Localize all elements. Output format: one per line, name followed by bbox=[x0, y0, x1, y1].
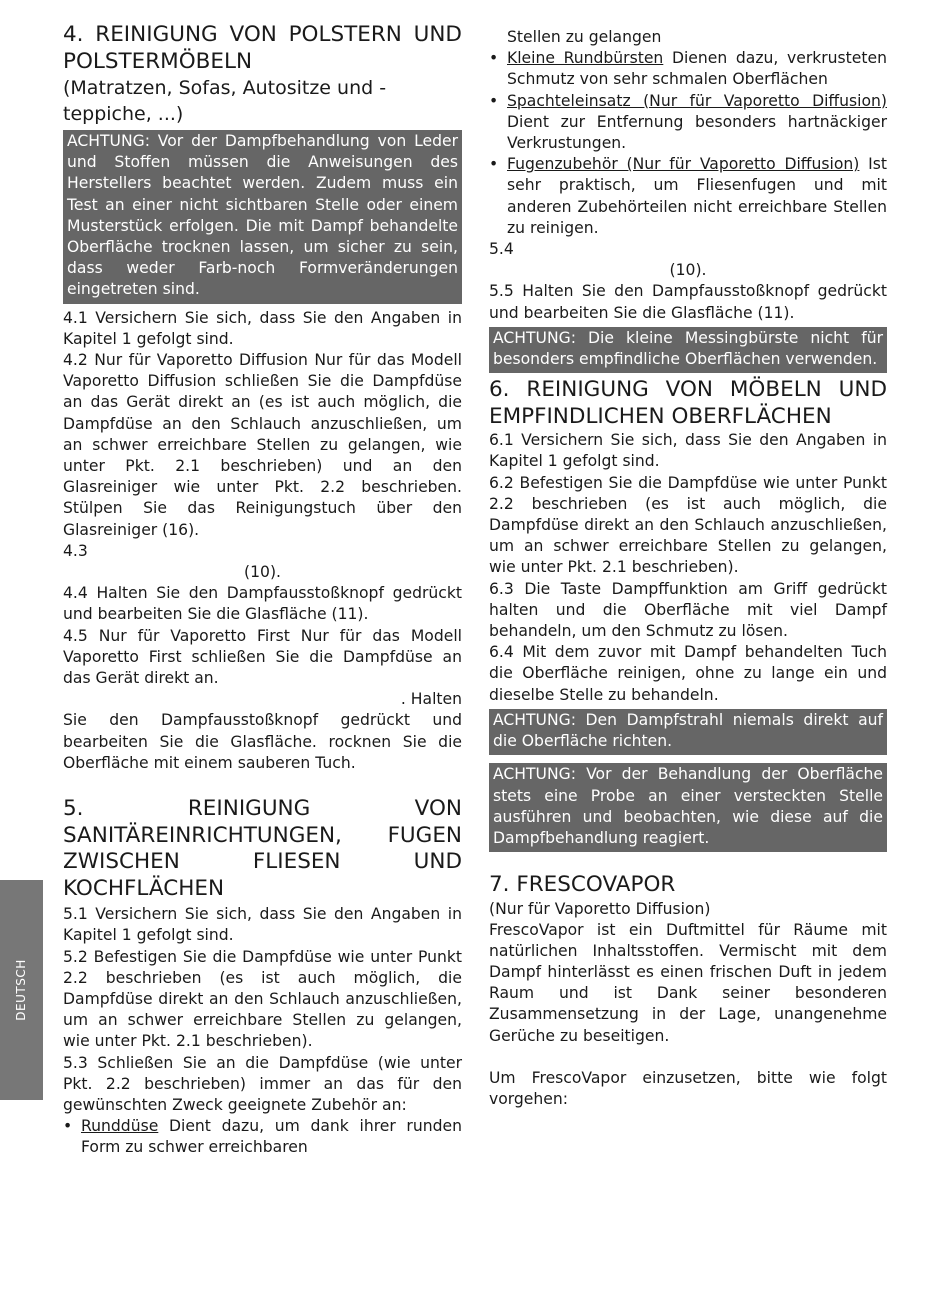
language-label: DEUTSCH bbox=[14, 959, 28, 1021]
accessory-list-continued bbox=[489, 27, 887, 239]
bullet-icon: • bbox=[63, 1117, 73, 1136]
paragraph-4-3-continuation: (10). bbox=[244, 563, 281, 582]
paragraph-4-5-rest: Sie den Dampfausstoßknopf gedrückt und bearbeiten Sie die Glasfläche. rocknen Sie die Oberfläche mit einem sauberen Tuch. bbox=[63, 711, 462, 772]
section-7-title: 7. FRESCOVAPOR bbox=[489, 872, 676, 898]
accessory-description: Dient zur Entfernung besonders hartnäckiger Verkrustungen. bbox=[507, 112, 887, 153]
paragraph-4-2-text: Nur für das Modell Vaporetto Diffusion schließen Sie die Dampfdüse an das Gerät direkt an (es ist auch möglich, die Dampfdüse an den Schlauch anzuschließen, um an schwer erreichbare Stellen zu gelangen, wie unter Pkt. 2.1 beschrieben) und an den Glasreiniger wie unter Pkt. 2.2 beschrieben. Stülpen Sie das Reinigungstuch über den Glasreiniger (16). bbox=[63, 351, 462, 539]
accessory-item-runddüse bbox=[63, 1116, 462, 1158]
accessory-term: Runddüse bbox=[81, 1117, 159, 1136]
accessory-list bbox=[63, 1116, 462, 1158]
paragraph-6-4: 6.4 Mit dem zuvor mit Dampf behandelten Tuch die Oberfläche reinigen, ohne zu lange ein und dieselbe Stelle zu behandeln. bbox=[489, 643, 887, 704]
bullet-icon: • bbox=[489, 155, 499, 174]
paragraph-4-5-emphasis: Nur für Vaporetto First bbox=[98, 626, 290, 645]
paragraph-5-4-number: 5.4 bbox=[489, 240, 514, 259]
paragraph-4-2-number: 4.2 bbox=[63, 351, 88, 370]
paragraph-5-2: 5.2 Befestigen Sie die Dampfdüse wie unter Punkt 2.2 beschrieben (es ist auch möglich, die Dampfdüse direkt an den Schlauch anzuschließen, um an schwer erreichbare Stellen zu gelangen, wie unter Pkt. 2.1 beschrieben). bbox=[63, 947, 462, 1051]
paragraph-4-5-number: 4.5 bbox=[63, 626, 88, 645]
section-5-warning-box bbox=[489, 327, 887, 373]
accessory-description: Dient dazu, um dank ihrer runden Form zu schwer erreichbaren bbox=[81, 1117, 462, 1157]
accessory-description: Dienen dazu, verkrusteten Schmutz von sehr schmalen Oberflächen bbox=[507, 49, 887, 89]
section-6-warning-text-2: ACHTUNG: Vor der Behandlung der Oberfläche stets eine Probe an einer versteckten Stelle ausführen und beobachten, wie diese auf die Dampfbehandlung reagiert. bbox=[493, 765, 883, 847]
paragraph-4-2 bbox=[63, 350, 462, 541]
section-6-warning-text-1: ACHTUNG: Den Dampfstrahl niemals direkt auf die Oberfläche richten. bbox=[493, 710, 883, 751]
section-6-warning-box-1 bbox=[489, 709, 887, 755]
accessory-description: Stellen zu gelangen bbox=[507, 28, 662, 46]
accessory-item-continuation bbox=[489, 27, 887, 48]
paragraph-4-5-text: Nur für das Modell Vaporetto First schließen Sie die Dampfdüse an das Gerät direkt an. bbox=[63, 626, 462, 688]
accessory-description: Ist sehr praktisch, um Fliesenfugen und mit anderen Zubehörteilen nicht erreichbare Stellen zu reinigen. bbox=[507, 155, 887, 237]
accessory-term: Spachteleinsatz (Nur für Vaporetto Diffusion) bbox=[507, 91, 887, 110]
bullet-icon: • bbox=[489, 91, 499, 110]
section-4-subtitle: (Matratzen, Sofas, Autositze und -teppiche, ...) bbox=[63, 77, 387, 125]
paragraph-6-3: 6.3 Die Taste Dampffunktion am Griff gedrückt halten und die Oberfläche mit viel Dampf behandeln, um den Schmutz zu lösen. bbox=[489, 579, 887, 641]
paragraph-4-3-number: 4.3 bbox=[63, 541, 88, 560]
accessory-item-fugenzubehoer bbox=[489, 154, 887, 239]
paragraph-5-3: 5.3 Schließen Sie an die Dampfdüse (wie unter Pkt. 2.2 beschrieben) immer an das für den gewünschten Zweck geeignete Zubehör an: bbox=[63, 1053, 462, 1114]
section-4-warning-box bbox=[63, 130, 462, 304]
accessory-term: Kleine Rundbürsten bbox=[507, 49, 664, 68]
paragraph-4-5-halten: . Halten bbox=[400, 690, 462, 709]
right-column bbox=[489, 27, 887, 1110]
paragraph-4-4: 4.4 Halten Sie den Dampfausstoßknopf gedrückt und bearbeiten Sie die Glasfläche (11). bbox=[63, 584, 462, 624]
paragraph-5-5: 5.5 Halten Sie den Dampfausstoßknopf gedrückt und bearbeiten Sie die Glasfläche (11). bbox=[489, 282, 887, 322]
paragraph-4-1: 4.1 Versichern Sie sich, dass Sie den Angaben in Kapitel 1 gefolgt sind. bbox=[63, 308, 462, 348]
paragraph-6-1: 6.1 Versichern Sie sich, dass Sie den Angaben in Kapitel 1 gefolgt sind. bbox=[489, 431, 887, 471]
bullet-icon: • bbox=[489, 49, 499, 68]
section-5-title: 5. REINIGUNG VON SANITÄREINRICHTUNGEN, FUGEN ZWISCHEN FLIESEN UND KOCHFLÄCHEN bbox=[63, 796, 462, 901]
accessory-item-rundbuersten bbox=[489, 48, 887, 90]
paragraph-5-1: 5.1 Versichern Sie sich, dass Sie den Angaben in Kapitel 1 gefolgt sind. bbox=[63, 905, 462, 945]
left-column bbox=[63, 22, 462, 1159]
language-side-tab bbox=[0, 880, 43, 1100]
section-4-warning-text: ACHTUNG: Vor der Dampfbehandlung von Leder und Stoffen müssen die Anweisungen des Herstellers beachtet werden. Zudem muss ein Test an einer nicht sichtbaren Stelle oder einem Musterstück erfolgen. Die mit Dampf behandelte Oberfläche trocknen lassen, um sicher zu sein, dass weder Farb-noch Formveränderungen eingetreten sind. bbox=[67, 132, 458, 299]
paragraph-7-1: FrescoVapor ist ein Duftmittel für Räume mit natürlichen Inhaltsstoffen. Vermischt mit dem Dampf hinterlässt es einen frischen Duft in jedem Raum und ist Dank seiner besonderen Zusammensetzung in der Lage, unangenehme Gerüche zu beseitigen. bbox=[489, 920, 887, 1045]
accessory-term: Fugenzubehör (Nur für Vaporetto Diffusion) bbox=[507, 155, 860, 174]
accessory-item-spachteleinsatz bbox=[489, 91, 887, 155]
paragraph-4-5 bbox=[63, 626, 462, 690]
section-7-subtitle: (Nur für Vaporetto Diffusion) bbox=[489, 899, 711, 918]
paragraph-5-4-continuation: (10). bbox=[669, 261, 707, 280]
section-6-warning-box-2 bbox=[489, 763, 887, 852]
section-5-warning-text: ACHTUNG: Die kleine Messingbürste nicht für besonders empfindliche Oberflächen verwenden. bbox=[493, 328, 883, 369]
paragraph-7-2: Um FrescoVapor einzusetzen, bitte wie folgt vorgehen: bbox=[489, 1068, 887, 1109]
paragraph-6-2: 6.2 Befestigen Sie die Dampfdüse wie unter Punkt 2.2 beschrieben (es ist auch möglich, die Dampfdüse direkt an den Schlauch anzuschließen, um an schwer erreichbare Stellen zu gelangen, wie unter Pkt. 2.1 beschrieben). bbox=[489, 473, 887, 577]
paragraph-4-2-emphasis: Nur für Vaporetto Diffusion bbox=[94, 351, 308, 370]
section-6-title: 6. REINIGUNG VON MÖBELN UND EMPFINDLICHEN OBERFLÄCHEN bbox=[489, 377, 887, 429]
section-4-title: 4. REINIGUNG VON POLSTERN UND POLSTERMÖBELN bbox=[63, 22, 462, 74]
